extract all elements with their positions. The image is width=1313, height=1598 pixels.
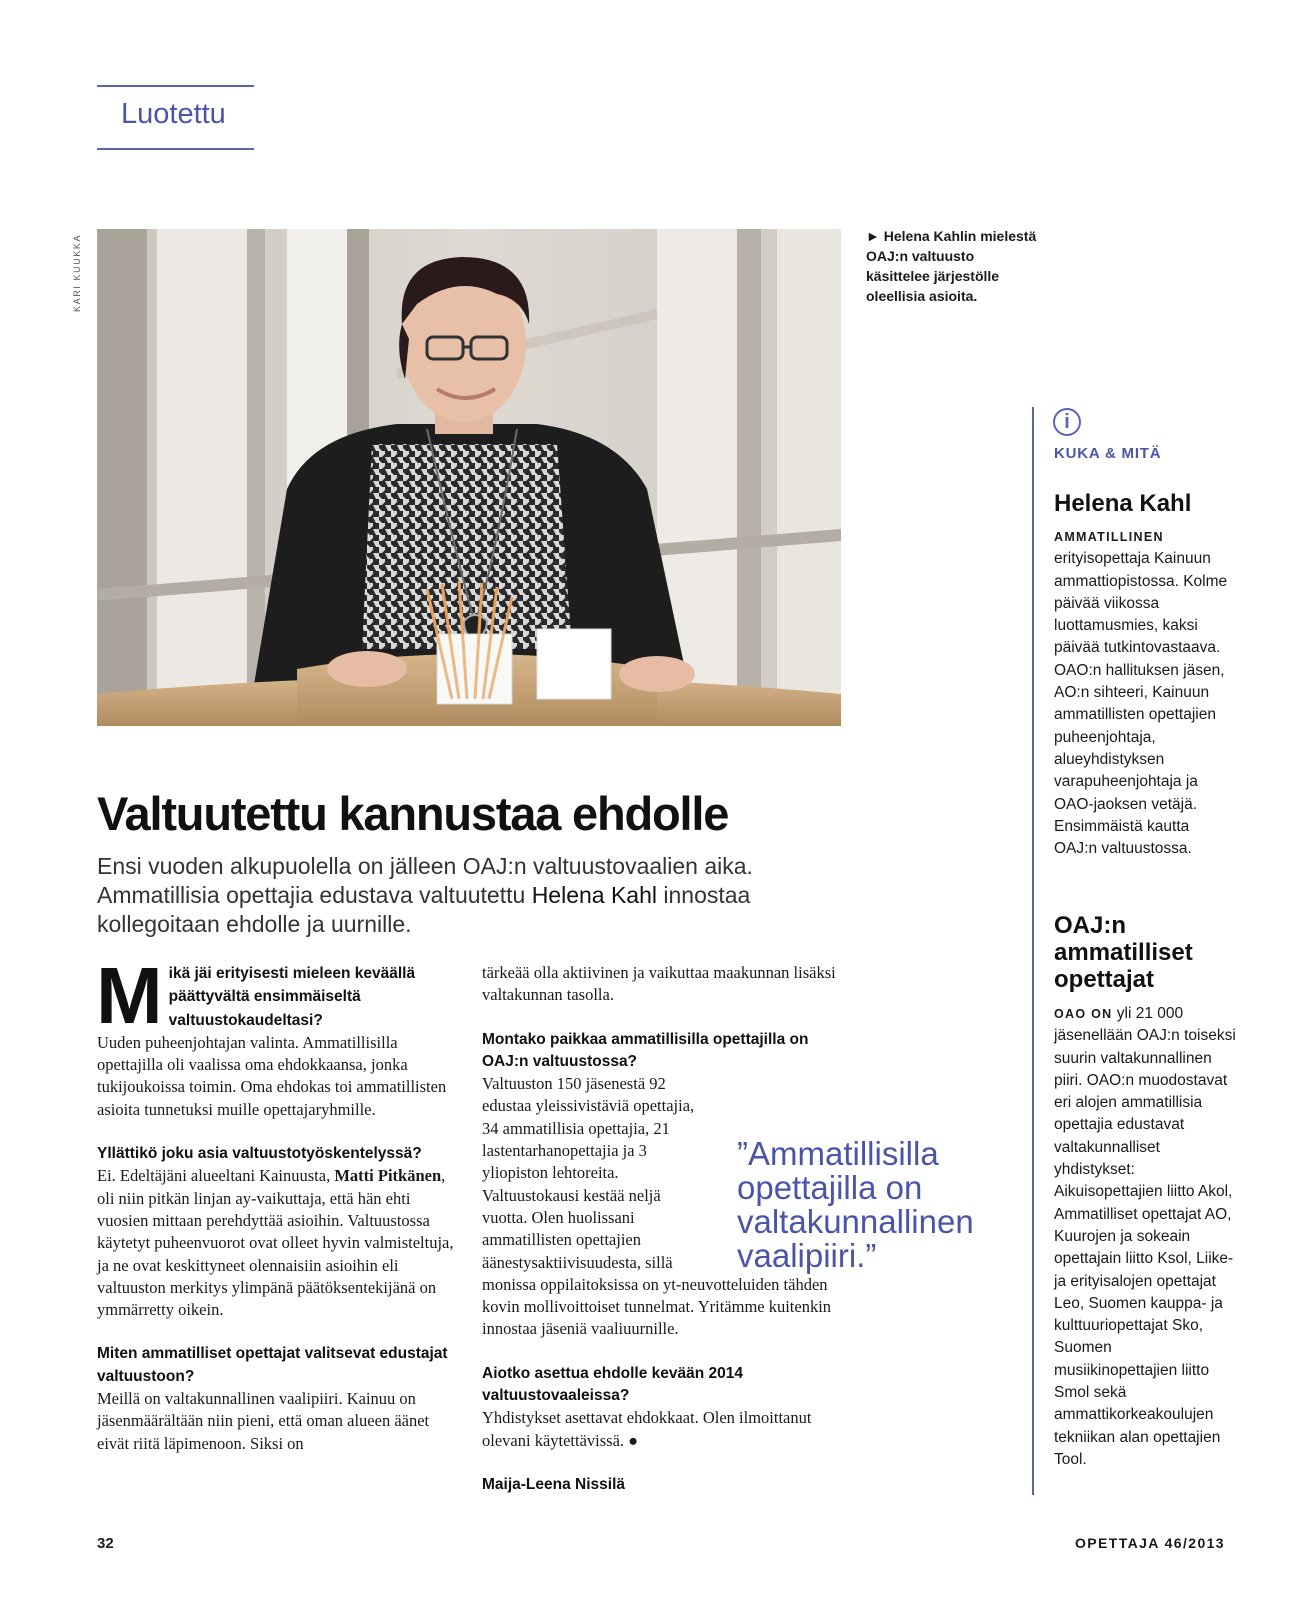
answer-3: Meillä on valtakunnallinen vaalipiiri. Kainuu on jäsenmäärältään niin pieni, että oman alueen äänet eivät riitä läpimenoon. Siksi on <box>97 1389 430 1453</box>
answer-1: Uuden puheenjohtajan valinta. Ammatillisilla opettajilla oli vaalissa oma ehdokkaansa, jonka tukijoukoissa toimin. Oma ehdokas toi ammatillisten asioita tunnetuksi muille opettajaryhmille. <box>97 1032 447 1119</box>
sidebar-group-text-block <box>1054 1003 1236 1471</box>
sidebar-person-text: erityisopettaja Kainuun ammattiopistossa. Kolme päivää viikossa luottamusmies, kaksi päivää tutkintovastaava. OAO:n hallituksen jäsen, AO:n sihteeri, Kainuun ammatillisten opettajien puheenjohtaja, alueyhdistyksen varapuheenjohtaja ja OAO-jaoksen vetäjä. Ensimmäistä kautta OAJ:n valtuustossa. <box>1054 550 1228 858</box>
sidebar-rule <box>1032 407 1034 1495</box>
question-4: Montako paikkaa ammatillisilla opettajilla on OAJ:n valtuustossa? <box>482 1030 809 1070</box>
section-label: Luotettu <box>121 98 226 130</box>
article-lead <box>97 852 837 939</box>
answer-4-text: Valtuuston 150 jäsenestä 92 edustaa yleissivistäviä opettajia, 34 ammatillisia opettajia, 21 lastentarhanopettajia ja 3 yliopiston lehtoreita. Valtuustokausi kestää neljä vuotta. Olen huolissani ammatillisten opettajien äänestysaktiivisuudesta, sillä monissa oppilaitoksissa on yt-neuvotteluiden tähden kovin mollivoittoiset tunnelmat. Yritämme kuitenkin innostaa jäseniä vaaliuurnille. <box>482 1074 832 1339</box>
info-icon: i <box>1053 408 1081 436</box>
page-number: 32 <box>97 1535 114 1552</box>
answer-5 <box>482 1407 847 1452</box>
lead-text-after: innostaa kollegoitaan ehdolle ja uurnille. <box>97 882 751 937</box>
answer-2 <box>97 1165 462 1321</box>
article-photo <box>97 229 841 726</box>
photo-credit: KARI KUUKKA <box>72 233 82 312</box>
question-2: Yllättikö joku asia valtuustotyöskentelyssä? <box>97 1145 422 1163</box>
question-1-text: ikä jäi erityisesti mieleen keväällä päättyvältä ensimmäiseltä valtuustokaudeltasi? <box>168 965 416 1029</box>
sidebar-group-lead: OAO ON <box>1054 1007 1113 1021</box>
photo-caption <box>866 226 1041 306</box>
lead-person-name: Helena Kahl <box>531 882 657 908</box>
sidebar-person-name: Helena Kahl <box>1054 490 1192 517</box>
answer-2-before: Ei. Edeltäjäni alueeltani Kainuusta, <box>97 1166 335 1186</box>
article-column-1 <box>96 951 462 1455</box>
answer-2-after: , oli niin pitkän linjan ay-vaikuttaja, että hän ehti vuosien mittaan perehdyttää asioihin. Valtuustossa käytetyt puheenvuorot ovat olleet hyvin valmisteltuja, ja ne ovat keskittyneet olennaisiin asioihin eli valtuuston merkitys ylimpänä päätöksentekijänä on ymmärretty oikein. <box>97 1166 454 1320</box>
question-3: Miten ammatilliset opettajat valitsevat edustajat valtuustoon? <box>97 1345 448 1385</box>
magazine-issue: OPETTAJA 46/2013 <box>1074 1535 1225 1551</box>
question-1 <box>96 951 462 1040</box>
pull-quote: ”Ammatillisilla opettajilla on valtakunnallinen vaalipiiri.” <box>737 1135 974 1274</box>
sidebar-group-title: OAJ:n ammatilliset opettajat <box>1054 912 1193 993</box>
caption-arrow-icon: ► <box>866 228 880 244</box>
sidebar-group-text: yli 21 000 jäsenellään OAJ:n toiseksi suurin valtakunnallinen piiri. OAO:n muodostavat eri alojen ammatillisia opettajia edustavat valtakunnalliset yhdistykset: Aikuisopettajien liitto Akol, Ammatilliset opettajat AO, Kuurojen ja sokeain opettajain liitto Ksol, Liike- ja erityisalojen opettajat Leo, Suomen kauppa- ja kulttuuriopettajat Sko, Suomen musiikinopettajien liitto Smol sekä ammattikorkeakoulujen tekniikan alan opettajien Tool. <box>1054 1005 1236 1468</box>
section-bottom-rule <box>97 148 254 150</box>
question-5: Aiotko asettua ehdolle kevään 2014 valtuustovaaleissa? <box>482 1364 744 1405</box>
answer-2-person-name: Matti Pitkänen <box>334 1166 442 1186</box>
caption-text: Helena Kahlin mielestä OAJ:n valtuusto käsittelee järjestölle oleellisia asioita. <box>866 228 1037 304</box>
article-author: Maija-Leena Nissilä <box>482 1475 626 1493</box>
answer-3-continued: tärkeää olla aktiivinen ja vaikuttaa maakunnan lisäksi valtakunnan tasolla. <box>482 963 836 1005</box>
answer-5-text: Yhdistykset asettavat ehdokkaat. Olen ilmoittanut olevani käytettävissä. <box>482 1408 812 1450</box>
sidebar-person-lead: AMMATILLINEN <box>1054 530 1164 544</box>
article-headline: Valtuutettu kannustaa ehdolle <box>97 787 729 840</box>
lead-text-before: Ensi vuoden alkupuolella on jälleen OAJ:n valtuustovaalien aika. Ammatillisia opettajia edustava valtuutettu <box>97 853 753 908</box>
sidebar-label: KUKA & MITÄ <box>1054 445 1162 462</box>
dropcap: M <box>96 951 163 1040</box>
sidebar-person-bio <box>1054 526 1236 860</box>
end-mark-icon: ● <box>628 1430 639 1450</box>
section-top-rule <box>97 85 254 87</box>
